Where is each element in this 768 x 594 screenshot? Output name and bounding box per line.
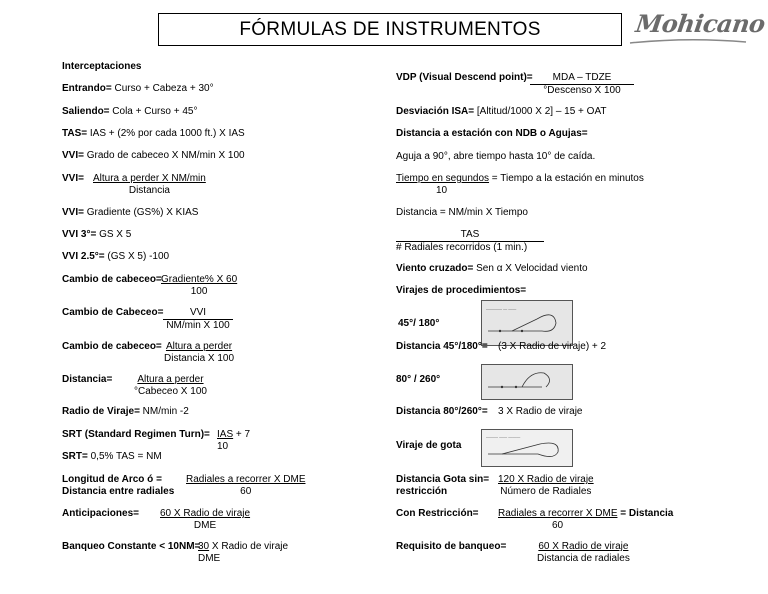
req-fraction xyxy=(537,541,630,565)
antic-numerator: 60 X Radio de viraje xyxy=(160,508,251,519)
srt1-numerator: IAS xyxy=(217,429,234,440)
formula-tas xyxy=(62,128,245,140)
formula-radio-viraje xyxy=(62,406,189,418)
formula-tiempo xyxy=(396,173,644,197)
cab1-fraction xyxy=(161,274,237,298)
viraje-80-label: 80° / 260° xyxy=(396,374,441,385)
formula-vvi-1 xyxy=(62,150,245,162)
formula-distancia xyxy=(62,374,112,386)
tas-fraction xyxy=(396,229,544,254)
formula-srt-1 xyxy=(62,429,210,441)
req-numerator: 60 X Radio de viraje xyxy=(538,541,629,552)
distancia-numerator: Altura a perder xyxy=(137,374,204,385)
long-numerator: Radiales a recorrer X DME xyxy=(186,474,306,485)
long-label-2: Distancia entre radiales xyxy=(62,486,175,497)
formula-saliendo xyxy=(62,106,197,118)
aguja-text: Aguja a 90°, abre tiempo hasta 10° de caída. xyxy=(396,151,596,162)
antic-denominator: DME xyxy=(193,520,217,531)
saliendo-value: Cola + Curso + 45° xyxy=(109,106,198,117)
vvi4-label: VVI 3°= xyxy=(62,229,97,240)
banqueo-denominator: DME xyxy=(198,553,221,564)
procedure-turn-80-icon xyxy=(482,365,572,399)
req-denominator: Distancia de radiales xyxy=(537,553,630,564)
vvi1-value: Grado de cabeceo X NM/min X 100 xyxy=(83,150,245,161)
srt1-label: SRT (Standard Regimen Turn)= xyxy=(62,429,210,440)
vvi2-fraction xyxy=(93,173,206,197)
radio-viraje-value: NM/min -2 xyxy=(139,406,189,417)
distancia-gota-label xyxy=(396,474,489,498)
saliendo-label: Saliendo= xyxy=(62,106,110,117)
teardrop-turn-icon xyxy=(482,430,572,466)
formula-con-restriccion xyxy=(396,508,479,520)
vvi1-label: VVI= xyxy=(62,150,84,161)
conr-numerator: Radiales a recorrer X DME xyxy=(498,508,618,519)
tas-denominator: # Radiales recorridos (1 min.) xyxy=(396,242,528,253)
svg-text:——— —— ———: ——— —— ——— xyxy=(486,434,521,439)
tas-value: IAS + (2% por cada 1000 ft.) X IAS xyxy=(87,128,245,139)
srt1-denominator: 10 xyxy=(217,441,229,452)
viraje-gota-label: Viraje de gota xyxy=(396,440,462,451)
diagram-80-260 xyxy=(481,364,573,400)
formula-entrando xyxy=(62,83,214,95)
vdp-numerator: MDA – TDZE xyxy=(530,72,634,85)
dgota-label-1: Distancia Gota sin= xyxy=(396,474,490,485)
section-interceptaciones: Interceptaciones xyxy=(62,61,142,72)
formula-vdp xyxy=(396,72,533,84)
formula-cambio-cabeceo-1 xyxy=(62,274,162,286)
radio-viraje-label: Radio de Viraje= xyxy=(62,406,140,417)
viento-value: Sen α X Velocidad viento xyxy=(473,263,588,274)
formula-vvi-4 xyxy=(62,229,131,241)
virajes-heading: Virajes de procedimientos= xyxy=(396,285,527,296)
cab3-numerator: Altura a perder xyxy=(165,341,233,352)
desv-label: Desviación ISA= xyxy=(396,106,475,117)
srt1-fraction xyxy=(217,429,250,453)
antic-label: Anticipaciones= xyxy=(62,508,139,519)
tiempo-numerator: Tiempo en segundos xyxy=(396,173,490,184)
longitud-arco-label xyxy=(62,474,174,498)
formula-desviacion-isa xyxy=(396,106,607,118)
banqueo-numerator: 30 xyxy=(198,541,210,552)
viento-label: Viento cruzado= xyxy=(396,263,474,274)
dgota-fraction xyxy=(498,474,594,498)
longitud-fraction xyxy=(186,474,305,498)
dgota-denominator: Número de Radiales xyxy=(500,486,592,497)
cab2-label: Cambio de Cabeceo= xyxy=(62,307,164,318)
svg-text:———— — ——: ———— — —— xyxy=(486,306,517,311)
vvi3-value: Gradiente (GS%) X KIAS xyxy=(83,207,199,218)
vvi4-value: GS X 5 xyxy=(96,229,132,240)
long-denominator: 60 xyxy=(240,486,252,497)
formula-banqueo xyxy=(62,541,200,553)
distancia-label: Distancia= xyxy=(62,374,113,385)
cab1-label: Cambio de cabeceo= xyxy=(62,274,162,285)
ndb-heading: Distancia a estación con NDB o Agujas= xyxy=(396,128,588,139)
mohicano-logo xyxy=(634,9,767,38)
banqueo-label: Banqueo Constante < 10NM= xyxy=(62,541,201,552)
req-label: Requisito de banqueo= xyxy=(396,541,507,552)
banqueo-rest: X Radio de viraje xyxy=(209,541,289,552)
tas-label: TAS= xyxy=(62,128,88,139)
viraje-45-label: 45°/ 180° xyxy=(398,318,440,329)
vvi2-numerator: Altura a perder X NM/min xyxy=(93,173,206,184)
tas-numerator: TAS xyxy=(396,229,544,242)
formula-srt-2 xyxy=(62,451,162,463)
d45-label: Distancia 45°/180°= xyxy=(396,341,488,352)
vvi5-value: (GS X 5) -100 xyxy=(104,251,170,262)
cab1-denominator: 100 xyxy=(190,286,208,297)
cab3-fraction xyxy=(164,341,234,365)
vdp-denominator: °Descenso X 100 xyxy=(543,85,621,96)
vvi2-label: VVI= xyxy=(62,173,84,184)
vdp-label: VDP (Visual Descend point)= xyxy=(396,72,533,83)
logo-text: Mohicano xyxy=(633,9,767,38)
diagram-45-180 xyxy=(481,300,573,346)
formula-vvi-5 xyxy=(62,251,169,263)
long-label-1: Longitud de Arco ó = xyxy=(62,474,162,485)
cab2-denominator: NM/min X 100 xyxy=(166,320,230,331)
tiempo-denominator: 10 xyxy=(436,185,448,196)
dgota-label-2: restricción xyxy=(396,486,448,497)
diagram-gota xyxy=(481,429,573,467)
conr-equals: = Distancia xyxy=(617,508,674,519)
d45-value: (3 X Radio de viraje) + 2 xyxy=(498,341,607,352)
cab2-fraction xyxy=(163,307,233,332)
d80-label: Distancia 80°/260°= xyxy=(396,406,488,417)
page-title-box xyxy=(158,13,622,46)
conr-denominator: 60 xyxy=(552,520,564,531)
banqueo-fraction xyxy=(198,541,288,565)
cab1-numerator: Gradiente% X 60 xyxy=(161,274,238,285)
formula-distancia-80 xyxy=(396,406,488,418)
conr-label: Con Restricción= xyxy=(396,508,479,519)
srt2-value: 0,5% TAS = NM xyxy=(87,451,162,462)
entrando-label: Entrando= xyxy=(62,83,112,94)
distancia-nm-text: Distancia = NM/min X Tiempo xyxy=(396,207,528,218)
cab2-numerator: VVI xyxy=(163,307,233,320)
vvi5-label: VVI 2.5°= xyxy=(62,251,105,262)
srt2-label: SRT= xyxy=(62,451,88,462)
vvi2-denominator: Distancia xyxy=(128,185,170,196)
formula-vvi-2 xyxy=(62,173,84,185)
dgota-numerator: 120 X Radio de viraje xyxy=(498,474,594,485)
formula-distancia-45 xyxy=(396,341,488,353)
formula-anticipaciones xyxy=(62,508,139,520)
formula-viento xyxy=(396,263,588,275)
srt1-plus: + 7 xyxy=(233,429,251,440)
formula-requisito-banqueo xyxy=(396,541,506,553)
d80-value: 3 X Radio de viraje xyxy=(498,406,583,417)
antic-fraction xyxy=(160,508,250,532)
formula-vvi-3 xyxy=(62,207,198,219)
logo-swoosh-icon xyxy=(628,38,748,46)
formula-cambio-cabeceo-3 xyxy=(62,341,162,353)
distancia-fraction xyxy=(134,374,207,398)
page-title: FÓRMULAS DE INSTRUMENTOS xyxy=(239,18,541,40)
cab3-label: Cambio de cabeceo= xyxy=(62,341,162,352)
distancia-denominator: °Cabeceo X 100 xyxy=(134,386,207,397)
procedure-turn-45-icon xyxy=(482,301,572,345)
cab3-denominator: Distancia X 100 xyxy=(164,353,235,364)
entrando-value: Curso + Cabeza + 30° xyxy=(111,83,214,94)
vdp-fraction xyxy=(530,72,634,97)
formula-cambio-cabeceo-2 xyxy=(62,307,163,319)
tiempo-rest: = Tiempo a la estación en minutos xyxy=(489,173,644,184)
desv-value: [Altitud/1000 X 2] – 15 + OAT xyxy=(474,106,607,117)
conr-fraction xyxy=(498,508,673,532)
vvi3-label: VVI= xyxy=(62,207,84,218)
